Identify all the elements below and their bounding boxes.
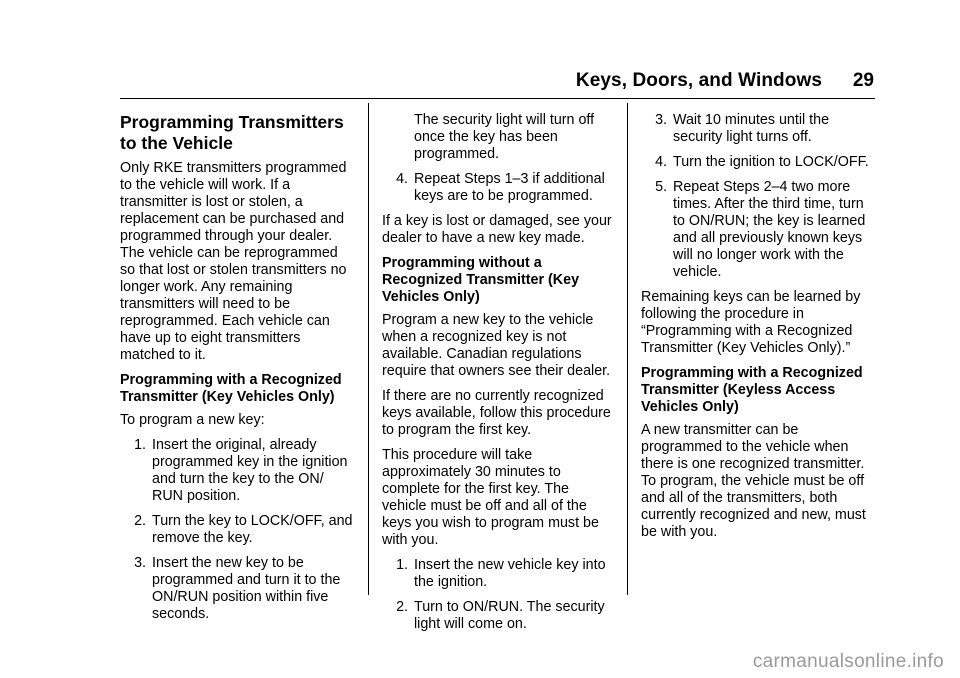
step-number: 2. <box>396 599 408 615</box>
subheading-keyless-access: Programming with a Recognized Transmitter (Keyless Access Vehicles Only) <box>641 365 863 415</box>
step-number: 4. <box>396 171 408 187</box>
step-number: 5. <box>655 179 667 195</box>
step-item <box>382 171 617 205</box>
step-text: Turn to ON/RUN. The security light will come on. <box>414 599 605 632</box>
section-heading: Programming Transmitters to the Vehicle <box>120 112 344 153</box>
step-number: 2. <box>134 513 146 529</box>
step-number: 3. <box>134 555 146 571</box>
column-1 <box>120 112 355 631</box>
column-2 <box>382 112 617 641</box>
step-item <box>120 513 355 547</box>
step-number: 4. <box>655 154 667 170</box>
step-continuation: The security light will turn off once the key has been programmed. <box>414 112 595 162</box>
remaining-keys-paragraph: Remaining keys can be learned by following the procedure in “Programming with a Recognized Transmitter (Key Vehicles Only).” <box>641 289 861 356</box>
step-text: Insert the new key to be programmed and turn it to the ON/RUN position within five seconds. <box>152 555 341 622</box>
step-text: Insert the new vehicle key into the ignition. <box>414 557 606 590</box>
step-item <box>382 557 617 591</box>
step-text: Turn the key to LOCK/OFF, and remove the key. <box>152 513 353 546</box>
paragraph: This procedure will take approximately 30 minutes to complete for the first key. The vehicle must be off and all of the keys you wish to program must be with you. <box>382 447 599 548</box>
lost-key-paragraph: If a key is lost or damaged, see your dealer to have a new key made. <box>382 213 612 246</box>
intro-paragraph: Only RKE transmitters programmed to the vehicle will work. If a transmitter is lost or stolen, a replacement can be purchased and programmed through your dealer. The vehicle can be reprogrammed so that lost or stolen transmitters no longer work. Any remaining transmitters will need to be reprogrammed. Each vehicle can have up to eight transmitters matched to it. <box>120 160 347 363</box>
paragraph: A new transmitter can be programmed to the vehicle when there is one recognized transmitter. To program, the vehicle must be off and all of the transmitters, both currently recognized and new, must be with you. <box>641 422 866 540</box>
step-item <box>120 437 355 505</box>
watermark: carmanualsonline.info <box>752 651 944 672</box>
step-item <box>641 154 876 171</box>
subheading-recognized-key: Programming with a Recognized Transmitter (Key Vehicles Only) <box>120 372 342 405</box>
lead-text: To program a new key: <box>120 412 265 428</box>
step-number: 3. <box>655 112 667 128</box>
subheading-no-recognized: Programming without a Recognized Transmitter (Key Vehicles Only) <box>382 255 580 305</box>
step-text: Turn the ignition to LOCK/OFF. <box>673 154 869 170</box>
step-item <box>120 555 355 623</box>
step-item <box>382 599 617 633</box>
paragraph: If there are no currently recognized keys available, follow this procedure to program the first key. <box>382 388 611 438</box>
column-divider-1 <box>368 103 369 595</box>
step-item <box>641 112 876 146</box>
step-text: Repeat Steps 2–4 two more times. After the third time, turn to ON/RUN; the key is learned and all previously known keys will no longer work with the vehicle. <box>673 179 866 280</box>
page-header-title: Keys, Doors, and Windows <box>575 70 822 91</box>
step-item <box>641 179 876 281</box>
page-number: 29 <box>852 70 874 91</box>
step-text: Wait 10 minutes until the security light turns off. <box>673 112 830 145</box>
column-divider-2 <box>627 103 628 595</box>
step-text: Repeat Steps 1–3 if additional keys are to be programmed. <box>414 171 605 204</box>
paragraph: Program a new key to the vehicle when a recognized key is not available. Canadian regulations require that owners see their dealer. <box>382 312 611 379</box>
header-rule <box>120 98 875 99</box>
step-number: 1. <box>396 557 408 573</box>
step-text: Insert the original, already programmed key in the ignition and turn the key to the ON/ RUN position. <box>152 437 348 504</box>
step-number: 1. <box>134 437 146 453</box>
column-3 <box>641 112 876 549</box>
